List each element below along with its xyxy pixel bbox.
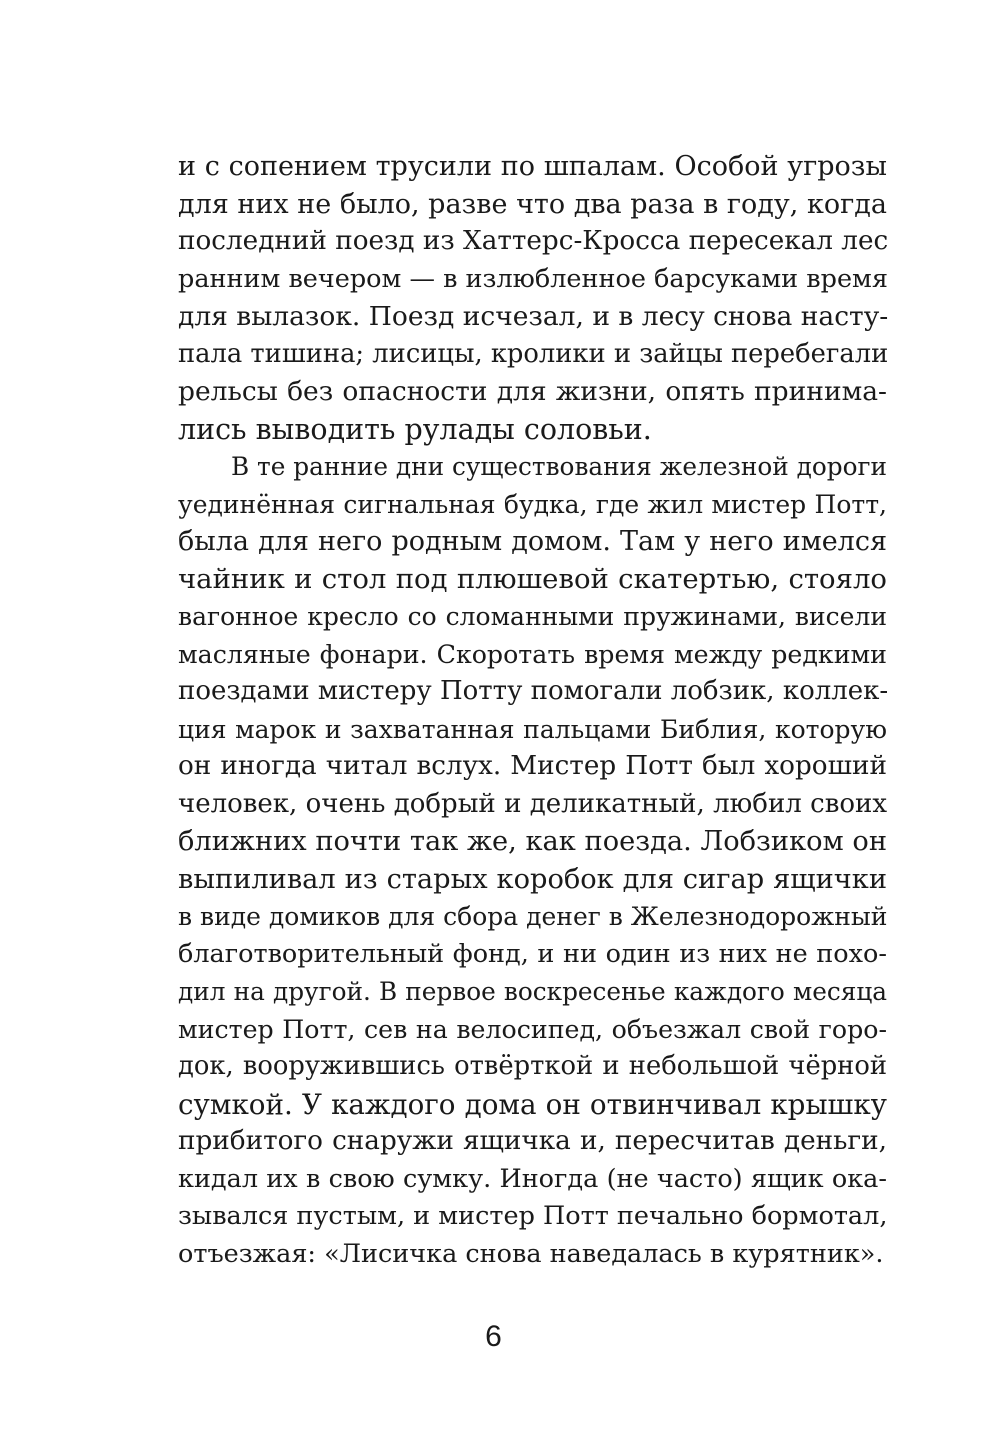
text-line: и с сопением трусили по шпалам. Особой угрозы xyxy=(178,151,887,182)
text-line: рельсы без опасности для жизни, опять принима- xyxy=(178,376,887,407)
text-line: выпиливал из старых коробок для сигар ящички xyxy=(178,863,887,895)
text-line: пала тишина; лисицы, кролики и зайцы перебегали xyxy=(178,338,889,369)
body-text xyxy=(178,148,887,1273)
text-line: лись выводить рулады соловьи. xyxy=(178,412,652,446)
text-line: док, вооружившись отвёрткой и небольшой чёрной xyxy=(178,1051,887,1081)
text-line: чайник и стол под плюшевой скатертью, стояло xyxy=(178,562,887,595)
text-line: зывался пустым, и мистер Потт печально бормотал, xyxy=(178,1201,888,1231)
text-line: мистер Потт, сев на велосипед, объезжал свой горо- xyxy=(178,1014,887,1044)
text-line: сумкой. У каждого дома он отвинчивал крышку xyxy=(178,1087,887,1121)
text-line: человек, очень добрый и деликатный, любил своих xyxy=(178,788,887,819)
text-line: ция марок и захватанная пальцами Библия, которую xyxy=(178,714,887,744)
text-line: масляные фонари. Скоротать время между редкими xyxy=(178,639,887,669)
text-line: В те ранние дни существования железной дороги xyxy=(231,452,887,481)
text-line: для вылазок. Поезд исчезал, и в лесу снова насту- xyxy=(178,301,889,332)
text-line: уединённая сигнальная будка, где жил мистер Потт, xyxy=(178,489,887,519)
text-line: отъезжая: «Лисичка снова наведалась в курятник». xyxy=(178,1238,884,1269)
text-line: вагонное кресло со сломанными пружинами, висели xyxy=(178,602,887,631)
text-line: была для него родным домом. Там у него имелся xyxy=(178,526,887,557)
text-line: благотворительный фонд, и ни один из них не похо- xyxy=(178,938,887,969)
text-line: последний поезд из Хаттерс-Кросса пересекал лес xyxy=(178,226,889,256)
text-line: поездами мистеру Потту помогали лобзик, коллек- xyxy=(178,676,889,706)
text-line: прибитого снаружи ящичка и, пересчитав деньги, xyxy=(178,1126,887,1156)
text-line: он иногда читал вслух. Мистер Потт был хороший xyxy=(178,751,887,781)
text-line: ранним вечером — в излюбленное барсуками время xyxy=(178,263,888,294)
text-line: дил на другой. В первое воскресенье каждого месяца xyxy=(178,977,887,1006)
text-line: для них не было, разве что два раза в году, когда xyxy=(178,188,887,220)
text-line: в виде домиков для сбора денег в Железнодорожный xyxy=(178,902,888,931)
text-line: кидал их в свою сумку. Иногда (не часто) ящик ока- xyxy=(178,1163,887,1194)
page-number: 6 xyxy=(485,1320,502,1353)
text-line: ближних почти так же, как поезда. Лобзиком он xyxy=(178,826,887,857)
